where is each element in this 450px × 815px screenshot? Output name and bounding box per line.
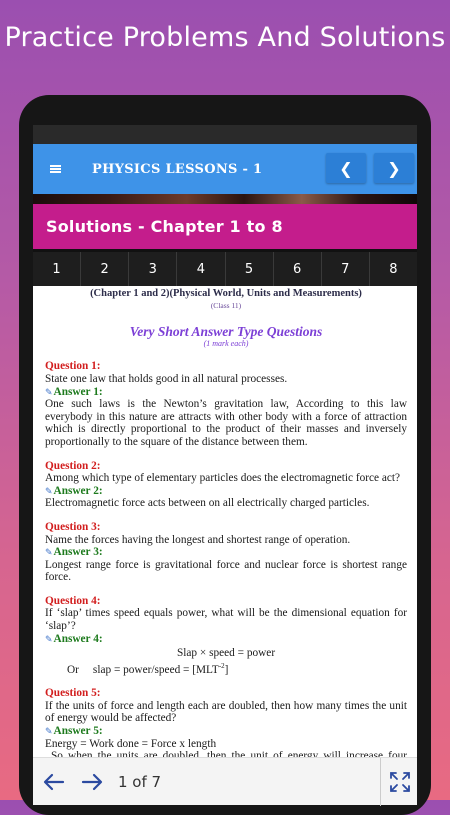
question-label: Question 4: — [45, 594, 101, 607]
answer-label: Answer 5: — [53, 724, 103, 737]
answer-label: Answer 3: — [53, 546, 103, 559]
chapter-tab-3[interactable]: 3 — [129, 252, 177, 286]
question-text: Name the forces having the longest and shortest range of operation. — [45, 533, 351, 546]
chapter-tab-1[interactable]: 1 — [33, 252, 81, 286]
app-toolbar — [33, 144, 417, 194]
questions-heading: Very Short Answer Type Questions — [129, 324, 323, 340]
answer-text-line-1: Energy = Work done = Force x length — [45, 737, 217, 750]
answer-label: Answer 4: — [53, 632, 103, 645]
expand-icon[interactable] — [385, 765, 415, 799]
hamburger-menu-icon[interactable] — [33, 144, 77, 194]
answer-text: One such laws is the Newton’s gravitation law, According to this law everybody in this nature are attracts with other body with a force of attraction which is directly proportional to the product of their masses and inversely proportionally to the square of the distance between them. — [45, 398, 407, 448]
toolbar-title: PHYSICS LESSONS - 1 — [92, 161, 263, 177]
status-bar — [33, 125, 417, 144]
divider — [380, 758, 381, 806]
question-text: If ‘slap’ times speed equals power, what will be the dimensional equation for ‘slap’? — [45, 607, 407, 633]
answer-label-row — [45, 725, 407, 738]
equation-end: ] — [224, 663, 229, 676]
phone-frame — [19, 95, 431, 815]
chapter-tab-5[interactable]: 5 — [226, 252, 274, 286]
answer-label-row — [45, 386, 407, 399]
question-3 — [45, 521, 407, 584]
pen-icon: ✎ — [45, 547, 53, 558]
document-page[interactable] — [33, 286, 417, 757]
answer-label-row — [45, 633, 407, 646]
question-4 — [45, 595, 407, 676]
question-label: Question 2: — [45, 459, 101, 472]
question-text: State one law that holds good in all natural processes. — [45, 372, 288, 385]
arrow-right-icon[interactable] — [74, 764, 110, 800]
header-image — [33, 194, 417, 204]
answer-label-row — [45, 485, 407, 498]
equation-prefix: Or — [67, 663, 79, 676]
question-label: Question 1: — [45, 360, 101, 373]
answer-label: Answer 2: — [53, 484, 103, 497]
chapter-tab-8[interactable]: 8 — [389, 261, 398, 277]
page-indicator: 1 of 7 — [118, 772, 162, 791]
pdf-bottom-bar — [33, 757, 417, 805]
answer-text: Electromagnetic force acts between on all electrically charged particles. — [45, 497, 370, 510]
pen-icon: ✎ — [45, 485, 53, 496]
question-text: Among which type of elementary particles does the electromagnetic force act? — [45, 472, 401, 485]
chapter-tab-6[interactable]: 6 — [274, 252, 322, 286]
chapter-tab-2[interactable]: 2 — [81, 252, 129, 286]
chapter-line: (Chapter 1 and 2)(Physical World, Units and Measurements) — [90, 288, 362, 299]
equation-body: slap = power/speed = [MLT — [92, 663, 219, 676]
pen-icon: ✎ — [45, 386, 53, 397]
class-line: (Class 11) — [210, 300, 242, 310]
equation-2 — [45, 660, 407, 676]
answer-text: Longest range force is gravitational force and nuclear force is shortest range force. — [45, 558, 407, 584]
question-label: Question 5: — [45, 687, 101, 700]
arrow-left-icon[interactable] — [36, 764, 72, 800]
promo-title: Practice Problems And Solutions — [4, 22, 446, 53]
question-label: Question 3: — [45, 520, 101, 533]
app-screen — [33, 125, 417, 805]
section-title: Solutions - Chapter 1 to 8 — [33, 204, 417, 249]
equation-exponent: -2 — [218, 661, 225, 670]
question-1 — [45, 360, 407, 448]
chapter-tab-7[interactable]: 7 — [322, 252, 370, 286]
pen-icon: ✎ — [45, 633, 53, 644]
next-button[interactable]: ❯ — [374, 153, 414, 183]
answer-label: Answer 1: — [53, 385, 103, 398]
questions-subheading: (1 mark each) — [203, 338, 249, 348]
pen-icon: ✎ — [45, 725, 53, 736]
previous-button[interactable]: ❮ — [326, 153, 366, 183]
equation-1: Slap × speed = power — [177, 647, 276, 660]
chapter-tab-4[interactable]: 4 — [177, 252, 225, 286]
question-2 — [45, 460, 407, 510]
chapter-tabs — [33, 249, 417, 286]
question-text: If the units of force and length each are doubled, then how many times the unit of energy would be affected? — [45, 699, 407, 725]
answer-label-row — [45, 546, 407, 559]
